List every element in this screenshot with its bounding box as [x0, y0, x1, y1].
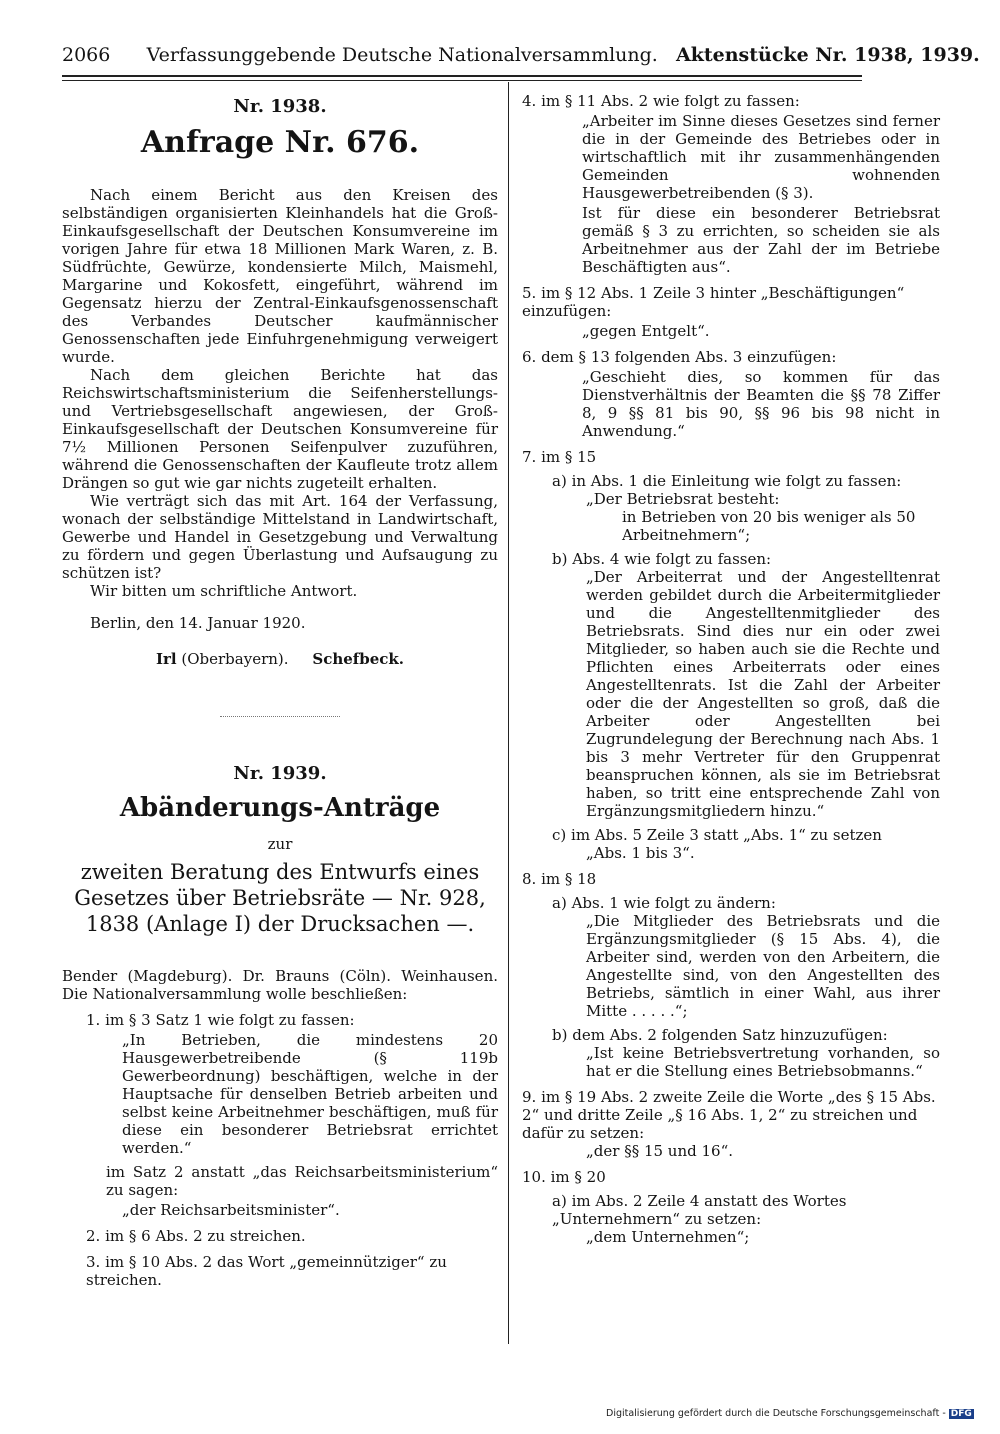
sub-item: a) Abs. 1 wie folgt zu ändern: — [552, 894, 776, 912]
subtitle: zweiten Beratung des Entwurfs eines Gesetzes über Betriebsräte — Nr. 928, 1838 (Anlage I) der Drucksachen —. — [74, 860, 486, 936]
header-doc-ref: Aktenstücke Nr. 1938, 1939. — [675, 44, 980, 66]
list-item: 9. im § 19 Abs. 2 zweite Zeile die Worte „des § 15 Abs. 2“ und dritte Zeile „§ 16 Abs. 1, 2“ zu streichen und dafür zu setzen: — [522, 1088, 936, 1142]
sub-item: b) Abs. 4 wie folgt zu fassen: — [552, 550, 772, 568]
signature-name: Schefbeck. — [312, 650, 405, 668]
quote: „Abs. 1 bis 3“. — [586, 844, 695, 862]
list-item: 2. im § 6 Abs. 2 zu streichen. — [86, 1227, 306, 1245]
title-1939: Abänderungs-Anträge — [119, 793, 441, 823]
paragraph: Wir bitten um schriftliche Antwort. — [90, 582, 358, 600]
signatures — [62, 650, 498, 668]
sub-item: c) im Abs. 5 Zeile 3 statt „Abs. 1“ zu setzen — [552, 826, 882, 844]
list-item: 3. im § 10 Abs. 2 das Wort „gemeinnütziger“ zu streichen. — [86, 1253, 447, 1289]
quote: „Der Arbeiterrat und der Angestelltenrat werden gebildet durch die Arbeitermitglieder und die Angestelltenmitglieder des Betriebsrats. Sind dies nur ein oder zwei Mitglieder, so haben auch sie die Rechte und Pflichten eines Arbeiterrats oder eines Angestelltenrats. Ist die Zahl der Arbeiter oder die der Angestellten so groß, daß die Arbeiter oder Angestellten bei Zugrundelegung der Berechnung nach Abs. 1 bis 3 mehr Vertreter für den Gruppenrat beanspruchen können, als sie im Betriebsrat haben, so tritt eine entsprechende Zahl von Ergänzungsmitgliedern hinzu.“ — [586, 568, 940, 820]
sub-item: a) in Abs. 1 die Einleitung wie folgt zu fassen: — [552, 472, 902, 490]
page-header — [62, 44, 980, 66]
header-title: Verfassunggebende Deutsche Nationalversammlung. — [146, 44, 658, 66]
signature-name: Irl — [155, 650, 177, 668]
quote: „Geschieht dies, so kommen für das Dienstverhältnis der Beamten die §§ 78 Ziffer 8, 9 §§ 81 bis 90, §§ 96 bis 98 nicht in Anwendung.“ — [582, 368, 940, 440]
list-item: im Satz 2 anstatt „das Reichsarbeitsministerium“ zu sagen: — [106, 1163, 498, 1199]
footer-credit — [606, 1408, 974, 1419]
sub-item: a) im Abs. 2 Zeile 4 anstatt des Wortes „Unternehmern“ zu setzen: — [552, 1192, 847, 1228]
list-item: 7. im § 15 — [522, 448, 597, 466]
column-divider — [508, 82, 509, 1344]
list-item: 5. im § 12 Abs. 1 Zeile 3 hinter „Beschäftigungen“ einzufügen: — [522, 284, 905, 320]
sub-item: b) dem Abs. 2 folgenden Satz hinzuzufügen: — [552, 1026, 888, 1044]
header-rule-thin — [62, 80, 862, 81]
dfg-logo: DFG — [950, 1409, 972, 1419]
right-column — [522, 92, 940, 1246]
quote: „Arbeiter im Sinne dieses Gesetzes sind ferner die in der Gemeinde des Betriebes oder in wirtschaftlich mit ihr zusammenhängenden Gemeinden wohnenden Hausgewerbetreibenden (§ 3). — [582, 112, 940, 202]
signature-place: (Oberbayern). — [181, 650, 289, 668]
list-item: 6. dem § 13 folgenden Abs. 3 einzufügen: — [522, 348, 837, 366]
page-number: 2066 — [62, 44, 111, 66]
quote: „dem Unternehmen“; — [586, 1228, 750, 1246]
doc-number-1939: Nr. 1939. — [233, 763, 327, 784]
paragraph: Wie verträgt sich das mit Art. 164 der Verfassung, wonach der selbständige Mittelstand in Landwirtschaft, Gewerbe und Handel in Gesetzgebung und Verwaltung zu fördern und gegen Überlastung und Aufsaugung zu schützen ist? — [62, 492, 498, 582]
subtitle-zur: zur — [267, 835, 293, 853]
header-rule — [62, 75, 862, 77]
section-separator — [220, 716, 340, 717]
quote: „Ist keine Betriebsvertretung vorhanden, so hat er die Stellung eines Betriebsobmanns.“ — [586, 1044, 940, 1080]
quote: „Der Betriebsrat besteht: — [586, 490, 780, 508]
doc-number-1938: Nr. 1938. — [233, 96, 327, 117]
quote: „der §§ 15 und 16“. — [586, 1142, 734, 1160]
quote: „der Reichsarbeitsminister“. — [122, 1201, 340, 1219]
paragraph: Nach dem gleichen Berichte hat das Reichswirtschaftsministerium die Seifenherstellungs- und Vertriebsgesellschaft angewiesen, der Groß-Einkaufsgesellschaft der Deutschen Konsumvereine für 7½ Millionen Personen Seifenpulver zuzuführen, während die Genossenschaften der Kaufleute trotz allem Drängen so gut wie gar nichts zugeteilt erhalten. — [62, 366, 498, 492]
quote: „gegen Entgelt“. — [582, 322, 710, 340]
list-item: 8. im § 18 — [522, 870, 597, 888]
quote: in Betrieben von 20 bis weniger als 50 Arbeitnehmern“; — [622, 508, 916, 544]
paragraph: Nach einem Bericht aus den Kreisen des selbständigen organisierten Kleinhandels hat die Groß-Einkaufsgesellschaft der Deutschen Konsumvereine im vorigen Jahre für etwa 18 Millionen Mark Waren, z. B. Südfrüchte, Gewürze, kondensierte Milch, Maismehl, Margarine und Kokosfett, eingeführt, während im Gegensatz hierzu der Zentral-Einkaufsgenossenschaft des Verbandes Deutscher kaufmännischer Genossenschaften jede Einfuhrgenehmigung verweigert wurde. — [62, 186, 498, 366]
list-item: 4. im § 11 Abs. 2 wie folgt zu fassen: — [522, 92, 800, 110]
quote: „In Betrieben, die mindestens 20 Hausgewerbetreibende (§ 119b Gewerbeordnung) beschäftigen, welche in der Hauptsache für denselben Betrieb arbeiten und selbst keine Arbeitnehmer beschäftigen, muß für diese ein besonderer Betriebsrat errichtet werden.“ — [122, 1031, 498, 1157]
list-item: 1. im § 3 Satz 1 wie folgt zu fassen: — [86, 1011, 355, 1029]
left-column — [62, 92, 498, 1289]
footer-text: Digitalisierung gefördert durch die Deutsche Forschungsgemeinschaft - — [606, 1408, 946, 1419]
movers: Bender (Magdeburg). Dr. Brauns (Cöln). Weinhausen. Die Nationalversammlung wolle beschließen: — [62, 967, 498, 1003]
list-item: 10. im § 20 — [522, 1168, 606, 1186]
quote: „Die Mitglieder des Betriebsrats und die Ergänzungsmitglieder (§ 15 Abs. 4), die Arbeiter sind, werden von den Arbeitern, die Angestellte sind, von den Angestellten des Betriebs, sämtlich in einer Wahl, aus ihrer Mitte . . . . .“; — [586, 912, 940, 1020]
title-1938: Anfrage Nr. 676. — [140, 125, 420, 160]
quote: Ist für diese ein besonderer Betriebsrat gemäß § 3 zu errichten, so scheiden sie als Arbeitnehmer aus der Zahl der im Betriebe Beschäftigten aus“. — [582, 204, 940, 276]
date-line: Berlin, den 14. Januar 1920. — [90, 614, 306, 632]
